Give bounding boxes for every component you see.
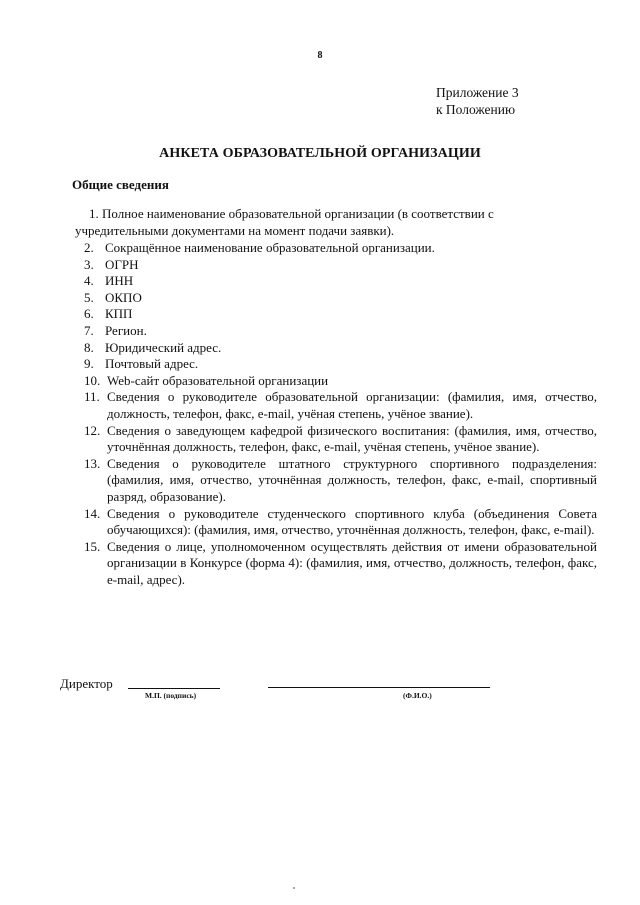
list-item-text: Юридический адрес. [105,339,222,355]
list-item-text: ИНН [105,273,134,289]
list-item-number: 2. [84,240,94,255]
list-item [84,340,597,357]
list-item-text: ОГРН [105,256,139,272]
list-item [84,273,597,290]
intro-line-2: учредительными документами на момент подачи заявки). [75,222,395,238]
list-item-text: Сокращённое наименование образовательной организации. [105,240,435,255]
list-item [84,257,597,274]
list-item [84,389,597,422]
list-item-text: Регион. [105,322,147,338]
name-caption: (Ф.И.О.) [403,691,432,700]
document-title: АНКЕТА ОБРАЗОВАТЕЛЬНОЙ ОРГАНИЗАЦИИ [159,146,481,161]
list-item [84,356,597,373]
list-item [84,506,597,539]
list-item [84,456,597,506]
list-item-number: 10. [84,372,101,388]
list-item-text: Сведения о руководителе образовательной организации: (фамилия, имя, отчество, должность, телефон, факс, e-mail, учёная степень, учёное звание). [107,389,597,421]
page-number: 8 [317,50,323,61]
list-item-text: КПП [105,306,133,322]
list-item [84,306,597,323]
name-line [268,687,490,688]
signature-line [128,688,220,689]
list-item-text: Сведения о лице, уполномоченном осуществлять действия от имени образовательной организации в Конкурсе (форма 4): (фамилия, имя, отчество, должность, телефон, факс, e-mail, адрес). [107,538,597,587]
list-item [84,290,597,307]
appendix-line-2: к Положению [436,102,516,117]
appendix-reference [436,84,519,118]
list-item-number: 3. [84,256,94,272]
director-label: Директор [60,676,113,691]
list-item-number: 6. [84,306,94,322]
list-item-text: Web-сайт образовательной организации [107,372,329,388]
intro-line-1: 1. Полное наименование образовательной организации (в соответствии с [89,206,494,221]
list-item-text: Сведения о руководителе студенческого спортивного клуба (объединения Совета обучающихся): (фамилия, имя, отчество, уточнённая должность, телефон, факс, e-mail). [107,505,597,538]
list-item [84,423,597,456]
list-item [84,323,597,340]
list-item-number: 7. [84,322,94,338]
list-item-number: 4. [84,273,94,289]
list-item-number: 11. [84,389,100,405]
list-item-text: Сведения о заведующем кафедрой физического воспитания: (фамилия, имя, отчество, уточнённая должность, телефон, факс, e-mail, учёная степень, учёное звание). [107,422,597,455]
scan-speck [293,887,295,889]
section-heading: Общие сведения [72,177,169,192]
list-item [84,539,597,589]
list-item-text: Почтовый адрес. [105,356,199,372]
list-item-text: Сведения о руководителе штатного структурного спортивного подразделения: (фамилия, имя, отчество, уточнённая должность, телефон, факс, e-mail, спортивный разряд, образование). [107,455,597,504]
list-item-number: 9. [84,356,94,372]
list-item-number: 13. [84,455,101,471]
list-item-text: ОКПО [105,289,142,305]
signature-caption: М.П. (подпись) [145,691,197,700]
questionnaire-list [84,240,597,588]
list-item [84,373,597,390]
list-item-number: 12. [84,422,101,438]
list-item-number: 8. [84,339,94,355]
list-item [84,240,597,257]
list-item-number: 5. [84,289,94,305]
list-item-number: 15. [84,538,101,554]
intro-item-1 [75,206,565,239]
list-item-number: 14. [84,505,101,521]
appendix-line-1: Приложение 3 [436,85,519,100]
